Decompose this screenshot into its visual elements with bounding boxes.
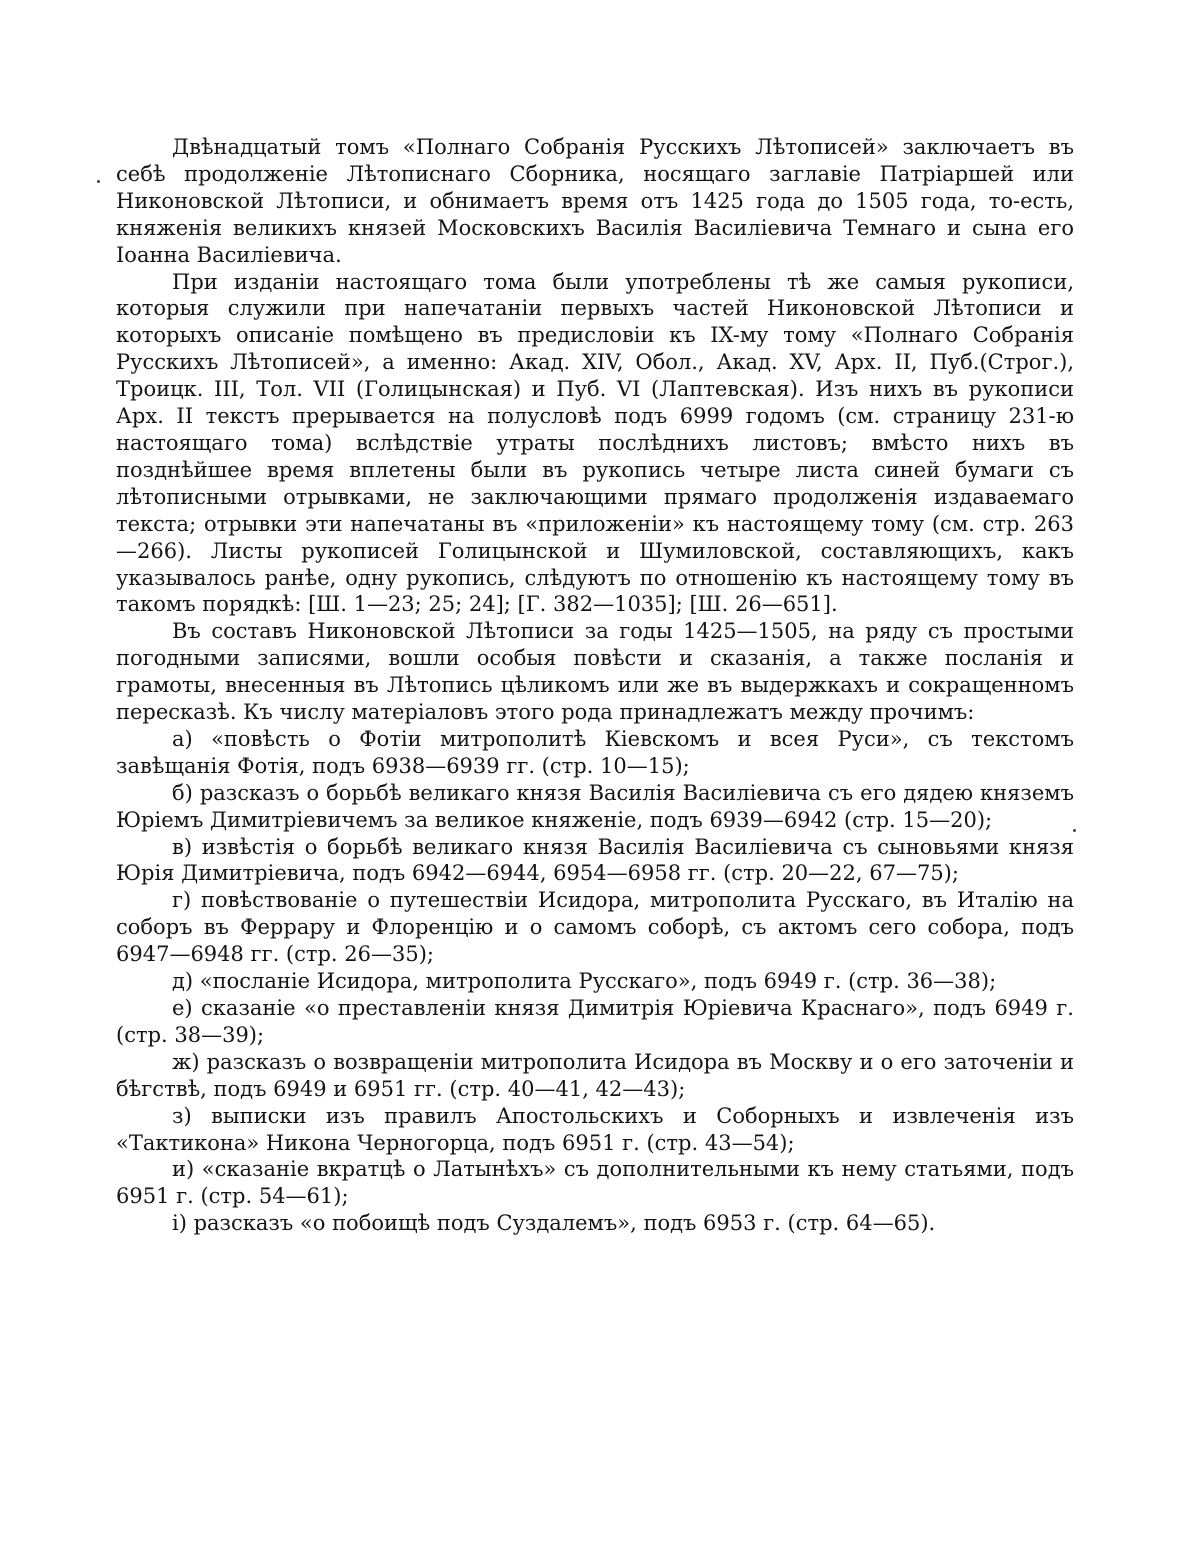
list-item: б) разсказъ о борьбѣ великаго князя Василія Василіевича съ его дядею княземъ Юріемъ Димитріевичемъ за великое княженіе, подъ 6939—6942 (стр. 15—20); [116, 780, 1074, 832]
paragraph-manuscripts: При изданіи настоящаго тома были употреблены тѣ же самыя рукописи, которыя служили при напечатаніи первыхъ частей Никоновской Лѣтописи и которыхъ описаніе помѣщено въ предисловіи къ IX-му тому «Полнаго Собранія Русскихъ Лѣтописей», а именно: Акад. XIV, Обол., Акад. XV, Арх. II, Пуб.(Строг.), Троицк. III, Тол. VII (Голицынская) и Пуб. VI (Лаптевская). Изъ нихъ въ рукописи Арх. II текстъ прерывается на полусловѣ подъ 6999 годомъ (см. страницу 231-ю настоящаго тома) вслѣдствіе утраты послѣднихъ листовъ; вмѣсто нихъ въ позднѣйшее время вплетены были въ рукопись четыре листа синей бумаги съ лѣтописными отрывками, не заключающими прямаго продолженія издаваемаго текста; отрывки эти напечатаны въ «приложеніи» къ настоящему тому (см. стр. 263—266). Листы рукописей Голицынской и Шумиловской, составляющихъ, какъ указывалось ранѣе, одну рукопись, слѣдуютъ по отношенію къ настоящему тому въ такомъ порядкѣ: [Ш. 1—23; 25; 24]; [Г. 382—1035]; [Ш. 26—651]. [116, 269, 1074, 617]
paragraph-intro: Двѣнадцатый томъ «Полнаго Собранія Русскихъ Лѣтописей» заключаетъ въ себѣ продолженіе Лѣтописнаго Сборника, носящаго заглавіе Патріаршей или Никоновской Лѣтописи, и обнимаетъ время отъ 1425 года до 1505 года, то-есть, княженія великихъ князей Московскихъ Василія Василіевича Темнаго и сына его Іоанна Василіевича. [116, 135, 1074, 267]
list-item: и) «сказаніе вкратцѣ о Латынѣхъ» съ дополнительными къ нему статьями, подъ 6951 г. (стр. 54—61); [116, 1157, 1074, 1209]
list-item: з) выписки изъ правилъ Апостольскихъ и Соборныхъ и извлеченія изъ «Тактикона» Никона Черногорца, подъ 6951 г. (стр. 43—54); [116, 1103, 1074, 1155]
list-item: ж) разсказъ о возвращеніи митрополита Исидора въ Москву и о его заточеніи и бѣгствѣ, подъ 6949 и 6951 гг. (стр. 40—41, 42—43); [116, 1049, 1074, 1101]
list-item: і) разсказъ «о побоищѣ подъ Суздалемъ», подъ 6953 г. (стр. 64—65). [172, 1211, 936, 1236]
list-item: д) «посланіе Исидора, митрополита Русскаго», подъ 6949 г. (стр. 36—38); [172, 969, 997, 994]
list-item: е) сказаніе «о преставленіи князя Димитрія Юріевича Краснаго», подъ 6949 г. (стр. 38—39); [116, 996, 1074, 1047]
materials-list [116, 726, 1074, 1237]
scan-speck [1073, 829, 1076, 832]
list-item: в) извѣстія о борьбѣ великаго князя Василія Василіевича съ сыновьями князя Юрія Димитріевича, подъ 6942—6944, 6954—6958 гг. (стр. 20—22, 67—75); [116, 834, 1074, 886]
scan-speck [97, 180, 100, 183]
document-page [116, 134, 1074, 1237]
list-item: а) «повѣсть о Фотіи митрополитѣ Кіевскомъ и всея Руси», съ текстомъ завѣщанія Фотія, подъ 6938—6939 гг. (стр. 10—15); [116, 726, 1074, 778]
paragraph-contents: Въ составъ Никоновской Лѣтописи за годы 1425—1505, на ряду съ простыми погодными записями, вошли особыя повѣсти и сказанія, а также посланія и грамоты, внесенныя въ Лѣтопись цѣликомъ или же въ выдержкахъ и сокращенномъ пересказѣ. Къ числу матеріаловъ этого рода принадлежатъ между прочимъ: [116, 619, 1074, 725]
list-item: г) повѣствованіе о путешествіи Исидора, митрополита Русскаго, въ Италію на соборъ въ Феррару и Флоренцію и о самомъ соборѣ, съ актомъ сего собора, подъ 6947—6948 гг. (стр. 26—35); [116, 888, 1074, 967]
